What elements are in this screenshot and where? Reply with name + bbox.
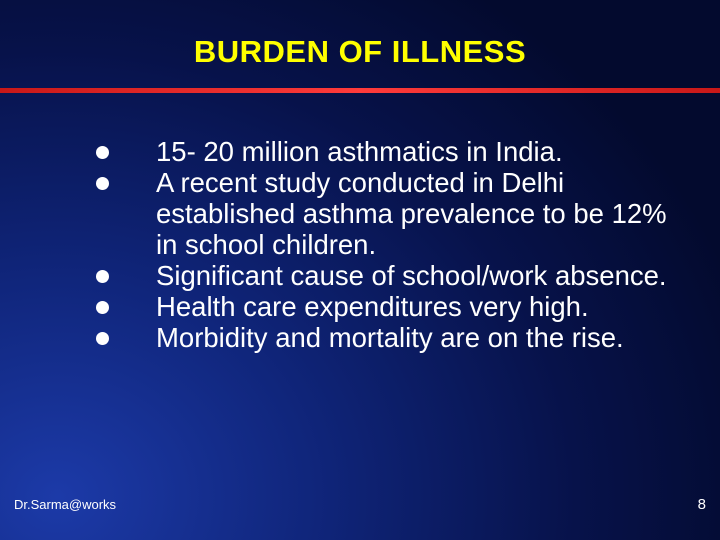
slide-title: BURDEN OF ILLNESS — [193, 34, 527, 69]
bullet-item — [0, 136, 720, 167]
bullet-dot-icon — [96, 332, 109, 345]
bullet-dot-icon — [96, 146, 109, 159]
title-divider — [0, 88, 720, 93]
bullet-item — [0, 291, 720, 322]
page-number: 8 — [697, 496, 706, 513]
bullet-item — [0, 322, 720, 353]
bullet-dot-icon — [96, 270, 109, 283]
bullet-dot-icon — [96, 301, 109, 314]
bullet-text: Health care expenditures very high. — [156, 291, 589, 322]
bullet-item — [0, 260, 720, 291]
bullet-item — [0, 167, 720, 260]
bullet-list — [0, 136, 720, 353]
bullet-text: Significant cause of school/work absence. — [156, 260, 667, 291]
bullet-text: Morbidity and mortality are on the rise. — [156, 322, 624, 353]
bullet-text: 15- 20 million asthmatics in India. — [156, 136, 563, 167]
bullet-dot-icon — [96, 177, 109, 190]
footer-author: Dr.Sarma@works — [14, 497, 117, 512]
bullet-text: A recent study conducted in Delhi established asthma prevalence to be 12% in school children. — [156, 167, 667, 260]
